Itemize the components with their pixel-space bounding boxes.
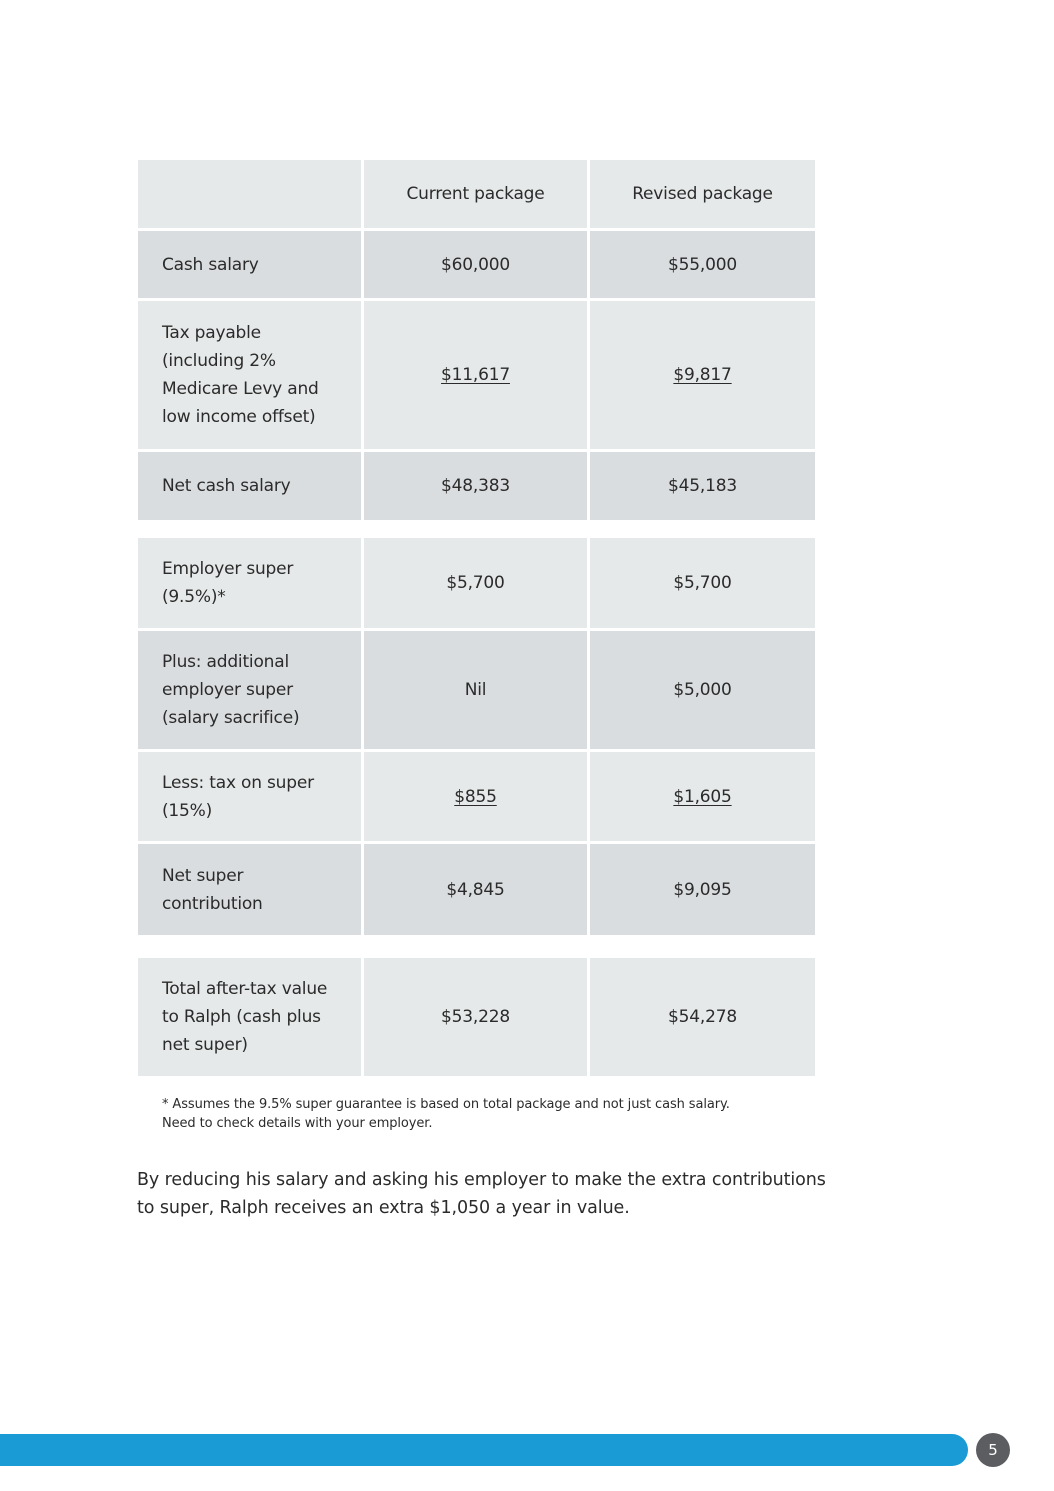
row-label: Less: tax on super (15%) <box>138 752 361 841</box>
revised-value: $45,183 <box>590 452 815 520</box>
comparison-table-section-2 <box>138 538 815 938</box>
revised-value <box>590 301 815 449</box>
table-row <box>138 452 815 520</box>
table-row <box>138 844 815 935</box>
row-label: Cash salary <box>138 231 361 298</box>
header-current-package: Current package <box>364 160 587 228</box>
footer-accent-bar <box>0 1434 968 1466</box>
current-value: Nil <box>364 631 587 749</box>
footnote: * Assumes the 9.5% super guarantee is based on total package and not just cash salary. Need to check details with your employer. <box>162 1097 730 1131</box>
row-label: Total after-tax value to Ralph (cash plus net super) <box>138 958 361 1076</box>
revised-value: $5,000 <box>590 631 815 749</box>
current-value: $60,000 <box>364 231 587 298</box>
header-revised-package: Revised package <box>590 160 815 228</box>
revised-value <box>590 752 815 841</box>
row-label: Tax payable (including 2% Medicare Levy and low income offset) <box>138 301 361 449</box>
underlined-value: $855 <box>454 786 497 807</box>
row-label: Net cash salary <box>138 452 361 520</box>
revised-value: $54,278 <box>590 958 815 1076</box>
page-number-badge: 5 <box>976 1433 1010 1467</box>
header-blank-cell <box>138 160 361 228</box>
underlined-value: $11,617 <box>441 365 510 385</box>
revised-value: $5,700 <box>590 538 815 628</box>
table-row-total <box>138 958 815 1076</box>
underlined-value: $1,605 <box>673 786 732 807</box>
table-row <box>138 631 815 749</box>
table-row <box>138 752 815 841</box>
summary-paragraph: By reducing his salary and asking his employer to make the extra contributions to super, Ralph receives an extra $1,050 a year in value. <box>137 1170 826 1218</box>
table-row <box>138 231 815 298</box>
revised-value: $9,095 <box>590 844 815 935</box>
current-value: $4,845 <box>364 844 587 935</box>
comparison-table-section-3 <box>138 958 815 1079</box>
current-value: $53,228 <box>364 958 587 1076</box>
revised-value: $55,000 <box>590 231 815 298</box>
table-row <box>138 538 815 628</box>
row-label: Net super contribution <box>138 844 361 935</box>
current-value: $5,700 <box>364 538 587 628</box>
table-row <box>138 301 815 449</box>
current-value <box>364 301 587 449</box>
underlined-value: $9,817 <box>673 365 732 385</box>
current-value: $48,383 <box>364 452 587 520</box>
row-label: Employer super (9.5%)* <box>138 538 361 628</box>
row-label: Plus: additional employer super (salary sacrifice) <box>138 631 361 749</box>
current-value <box>364 752 587 841</box>
table-header-row <box>138 160 815 228</box>
comparison-table-section-1 <box>138 160 815 523</box>
